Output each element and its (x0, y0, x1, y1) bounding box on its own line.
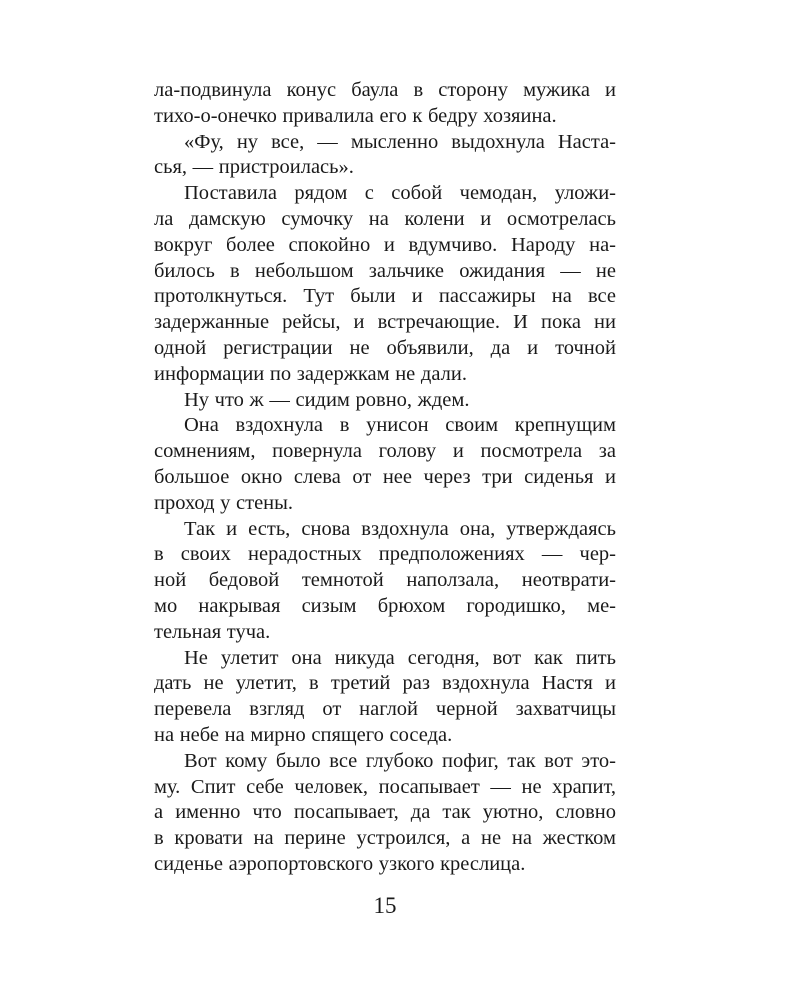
text-line: протолкнуться. Тут были и пассажиры на все (154, 285, 616, 308)
paragraph-1 (154, 78, 616, 130)
text-line: одной регистрации не объявили, да и точной (154, 336, 616, 359)
text-line: мо накрывая сизым брюхом городишко, ме- (154, 594, 616, 617)
paragraph-4 (154, 388, 616, 414)
paragraph-6 (154, 517, 616, 646)
page-number: 15 (373, 893, 397, 918)
text-line: большое окно слева от нее через три сиденья и (154, 465, 616, 488)
text-line: Не улетит она никуда сегодня, вот как пить (184, 646, 616, 669)
text-line: дать не улетит, в третий раз вздохнула Настя и (154, 672, 616, 695)
paragraph-5 (154, 413, 616, 516)
body-text (154, 78, 616, 878)
text-line: сья, — пристроилась». (154, 156, 354, 179)
text-line: Поставила рядом с собой чемодан, уложи- (184, 182, 616, 205)
text-line: на небе на мирно спящего соседа. (154, 723, 453, 746)
paragraph-3 (154, 181, 616, 387)
text-line: ла дамскую сумочку на колени и осмотрелась (154, 207, 616, 230)
text-line: а именно что посапывает, да так уютно, словно (154, 801, 616, 824)
text-line: сиденье аэропортовского узкого креслица. (154, 852, 526, 875)
text-line: билось в небольшом зальчике ожидания — не (154, 259, 616, 282)
text-line: ла-подвинула конус баула в сторону мужика и (154, 79, 616, 101)
text-line: Вот кому было все глубоко пофиг, так вот это- (184, 749, 616, 772)
text-line: тихо-о-онечко привалила его к бедру хозяина. (154, 104, 557, 127)
paragraph-7 (154, 646, 616, 749)
text-line: Ну что ж — сидим ровно, ждем. (184, 388, 470, 411)
text-line: сомнениям, повернула голову и посмотрела за (154, 440, 616, 463)
text-line: перевела взгляд от наглой черной захватчицы (154, 698, 616, 721)
text-line: Она вздохнула в унисон своим крепнущим (184, 414, 616, 437)
text-line: в кровати на перине устроился, а не на жестком (154, 827, 616, 850)
text-line: вокруг более спокойно и вдумчиво. Народу на- (154, 233, 616, 256)
text-line: информации по задержкам не дали. (154, 362, 467, 385)
text-line: ной бедовой темнотой наползала, неотврати- (154, 569, 616, 592)
text-line: в своих нерадостных предположениях — чер- (154, 543, 616, 566)
text-line: проход у стены. (154, 491, 294, 514)
text-line: тельная туча. (154, 620, 271, 643)
book-page (154, 78, 616, 978)
paragraph-2 (154, 130, 616, 182)
text-line: «Фу, ну все, — мысленно выдохнула Наста- (184, 130, 616, 153)
text-line: му. Спит себе человек, посапывает — не храпит, (154, 775, 616, 798)
paragraph-8 (154, 749, 616, 878)
text-line: Так и есть, снова вздохнула она, утверждаясь (184, 517, 616, 540)
text-line: задержанные рейсы, и встречающие. И пока ни (154, 311, 616, 334)
